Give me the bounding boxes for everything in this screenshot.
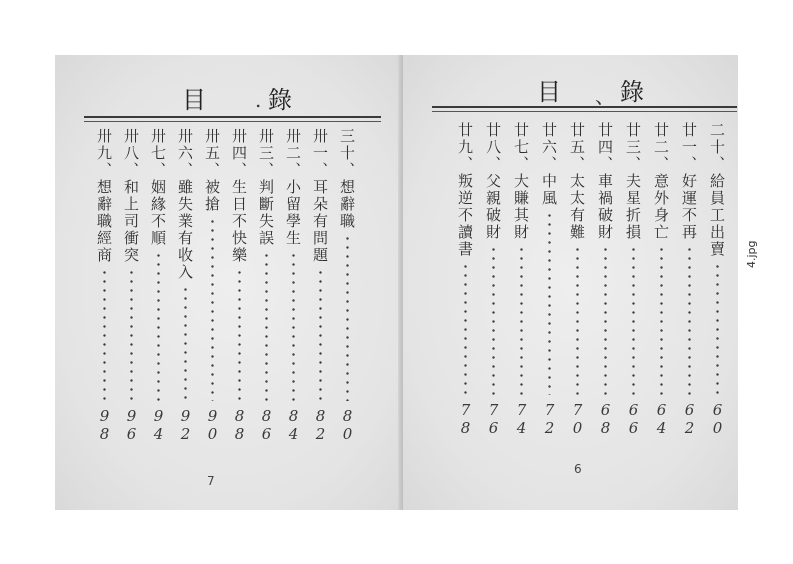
toc-entry-page: 76 (484, 401, 503, 437)
toc-entry-label: 卅三、判斷失誤 (257, 128, 275, 247)
leader-dots (688, 245, 691, 395)
toc-entry-page: 70 (568, 401, 587, 437)
leader-dots (492, 245, 495, 395)
toc-entry[interactable] (650, 122, 672, 437)
right-title-rule-thin (432, 111, 737, 112)
leader-dots (211, 217, 214, 401)
toc-entry-label: 卅二、小留學生 (284, 128, 302, 247)
page-number-left: 7 (207, 474, 215, 488)
leader-dots (130, 268, 133, 401)
toc-entry[interactable] (255, 128, 277, 443)
toc-entry[interactable] (93, 128, 115, 443)
leader-dots (292, 251, 295, 401)
toc-entry[interactable] (594, 122, 616, 437)
toc-entry-label: 卅五、被搶 (203, 128, 221, 213)
toc-entry-page: 80 (338, 407, 357, 443)
leader-dots (346, 234, 349, 401)
toc-entry[interactable] (282, 128, 304, 443)
toc-entry-label: 廿三、夫星折損 (624, 122, 642, 241)
toc-entry-page: 92 (176, 407, 195, 443)
toc-entry-label: 卅七、姻緣不順 (149, 128, 167, 247)
toc-entry[interactable] (228, 128, 250, 443)
leader-dots (103, 268, 106, 401)
leader-dots (548, 211, 551, 395)
toc-entry-page: 72 (540, 401, 559, 437)
toc-entry-page: 78 (456, 401, 475, 437)
toc-entry-page: 90 (203, 407, 222, 443)
right-title-lu: 錄 (620, 78, 644, 106)
left-title-lu: 錄 (268, 86, 292, 114)
toc-entry[interactable] (454, 122, 476, 437)
toc-entry-page: 74 (512, 401, 531, 437)
toc-entry-page: 84 (284, 407, 303, 443)
toc-entry-label: 三十、想辭職 (338, 128, 356, 230)
right-title-mu: 目 (537, 78, 561, 106)
toc-entry[interactable] (566, 122, 588, 437)
leader-dots (464, 262, 467, 395)
toc-entry-label: 廿九、叛逆不讀書 (456, 122, 474, 258)
toc-entry[interactable] (678, 122, 700, 437)
toc-entry-label: 卅一、耳朵有問題 (311, 128, 329, 264)
leader-dots (184, 285, 187, 401)
leader-dots (319, 268, 322, 401)
leader-dots (157, 251, 160, 401)
file-label: 4.jpg (745, 240, 758, 268)
toc-entry-page: 88 (230, 407, 249, 443)
toc-entry-page: 82 (311, 407, 330, 443)
toc-entry[interactable] (201, 128, 223, 443)
toc-entry-label: 廿六、中風 (540, 122, 558, 207)
toc-entry-page: 60 (708, 401, 727, 437)
leader-dots (632, 245, 635, 395)
toc-entry-page: 86 (257, 407, 276, 443)
leader-dots (660, 245, 663, 395)
left-title-rule (84, 116, 381, 118)
toc-entry[interactable] (706, 122, 728, 437)
leader-dots (238, 268, 241, 401)
toc-entry-page: 66 (624, 401, 643, 437)
toc-entry-page: 64 (652, 401, 671, 437)
toc-entry-page: 94 (149, 407, 168, 443)
leader-dots (716, 262, 719, 395)
page-number-right: 6 (574, 462, 582, 476)
right-title-dot: 、 (595, 84, 615, 108)
toc-entry-label: 卅四、生日不快樂 (230, 128, 248, 264)
right-title-rule (432, 106, 737, 108)
toc-entry[interactable] (309, 128, 331, 443)
toc-entry-label: 卅九、想辭職經商 (95, 128, 113, 264)
toc-entry[interactable] (336, 128, 358, 443)
toc-entry-label: 廿八、父親破財 (484, 122, 502, 241)
toc-entry-label: 二十、給員工出賣 (708, 122, 726, 258)
toc-entry-page: 62 (680, 401, 699, 437)
left-title-rule-thin (84, 121, 381, 122)
toc-entry-label: 廿二、意外身亡 (652, 122, 670, 241)
toc-entry[interactable] (174, 128, 196, 443)
toc-entry-label: 廿四、車禍破財 (596, 122, 614, 241)
toc-entry[interactable] (538, 122, 560, 437)
leader-dots (604, 245, 607, 395)
toc-entry-label: 廿七、大賺其財 (512, 122, 530, 241)
toc-entry-page: 98 (95, 407, 114, 443)
left-title-mu: 目 (182, 86, 206, 114)
toc-entry-label: 卅八、和上司衝突 (122, 128, 140, 264)
leader-dots (520, 245, 523, 395)
left-title-dot: . (255, 88, 262, 112)
toc-entry-page: 68 (596, 401, 615, 437)
toc-entry-label: 卅六、雖失業有收入 (176, 128, 194, 281)
toc-entry[interactable] (147, 128, 169, 443)
toc-entry-page: 96 (122, 407, 141, 443)
leader-dots (265, 251, 268, 401)
toc-entry[interactable] (510, 122, 532, 437)
toc-entry[interactable] (120, 128, 142, 443)
toc-entry[interactable] (482, 122, 504, 437)
leader-dots (576, 245, 579, 395)
toc-entry-label: 廿五、太太有難 (568, 122, 586, 241)
toc-entry[interactable] (622, 122, 644, 437)
toc-entry-label: 廿一、好運不再 (680, 122, 698, 241)
